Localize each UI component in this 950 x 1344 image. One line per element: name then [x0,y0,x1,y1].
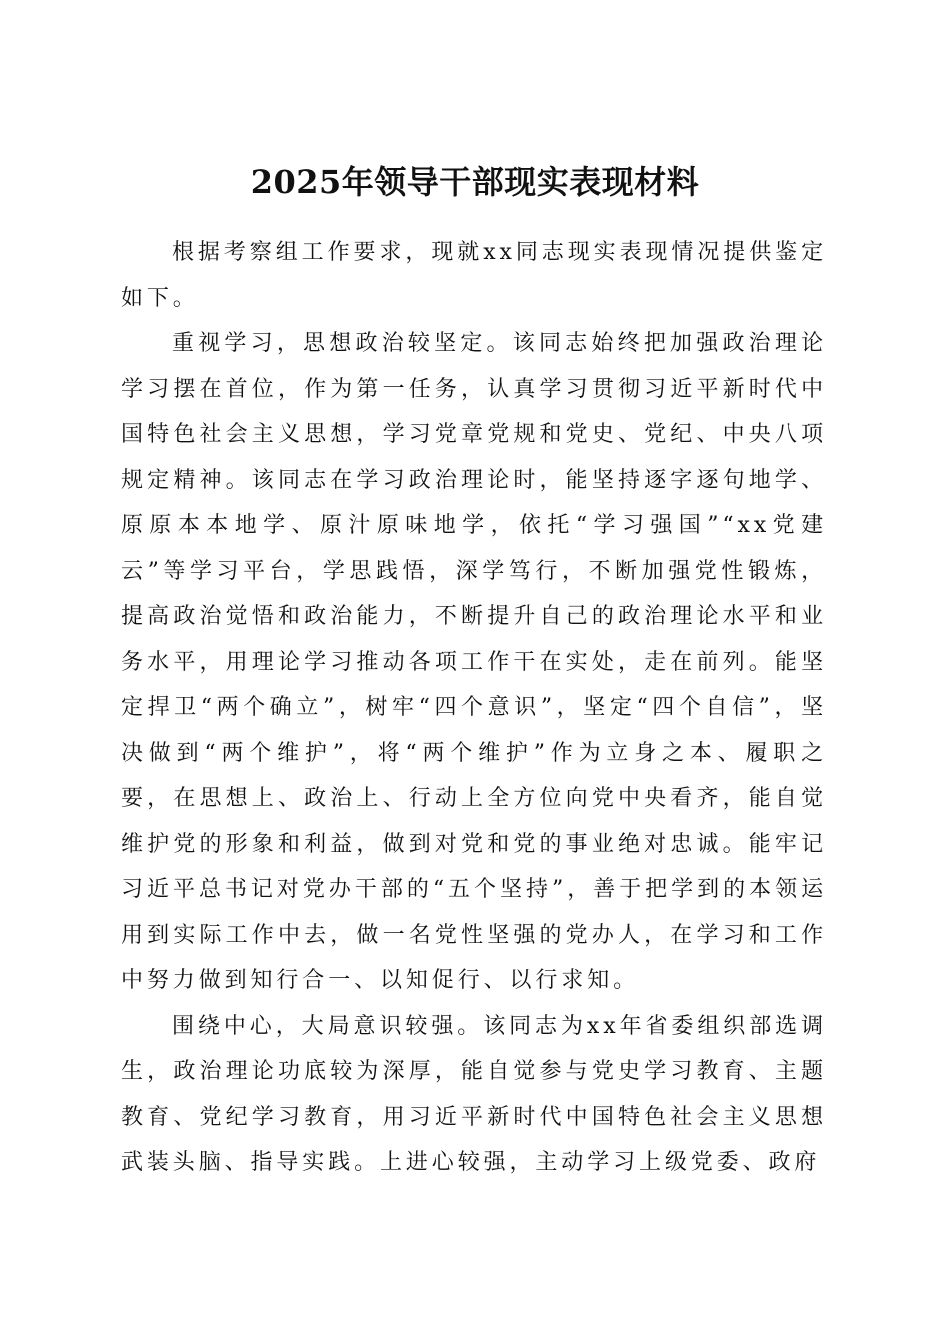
document-body [121,230,827,1186]
document-title: 2025年领导干部现实表现材料 [250,163,700,202]
paragraph-center: 围绕中心，大局意识较强。该同志为xx年省委组织部选调生，政治理论功底较为深厚，能自觉参与党史学习教育、主题教育、党纪学习教育，用习近平新时代中国特色社会主义思想武装头脑、指导实践。上进心较强，主动学习上级党委、政府 [121,1013,827,1175]
paragraph-intro: 根据考察组工作要求，现就xx同志现实表现情况提供鉴定如下。 [121,240,827,311]
paragraph-study: 重视学习，思想政治较坚定。该同志始终把加强政治理论学习摆在首位，作为第一任务，认真学习贯彻习近平新时代中国特色社会主义思想，学习党章党规和党史、党纪、中央八项规定精神。该同志在学习政治理论时，能坚持逐字逐句地学、原原本本地学、原汁原味地学，依托“学习强国”“xx党建云”等学习平台，学思践悟，深学笃行，不断加强党性锻炼，提高政治觉悟和政治能力，不断提升自己的政治理论水平和业务水平，用理论学习推动各项工作干在实处，走在前列。能坚定捍卫“两个确立”，树牢“四个意识”，坚定“四个自信”，坚决做到“两个维护”，将“两个维护”作为立身之本、履职之要，在思想上、政治上、行动上全方位向党中央看齐，能自觉维护党的形象和利益，做到对党和党的事业绝对忠诚。能牢记习近平总书记对党办干部的“五个坚持”，善于把学到的本领运用到实际工作中去，做一名党性坚强的党办人，在学习和工作中努力做到知行合一、以知促行、以行求知。 [121,331,827,993]
